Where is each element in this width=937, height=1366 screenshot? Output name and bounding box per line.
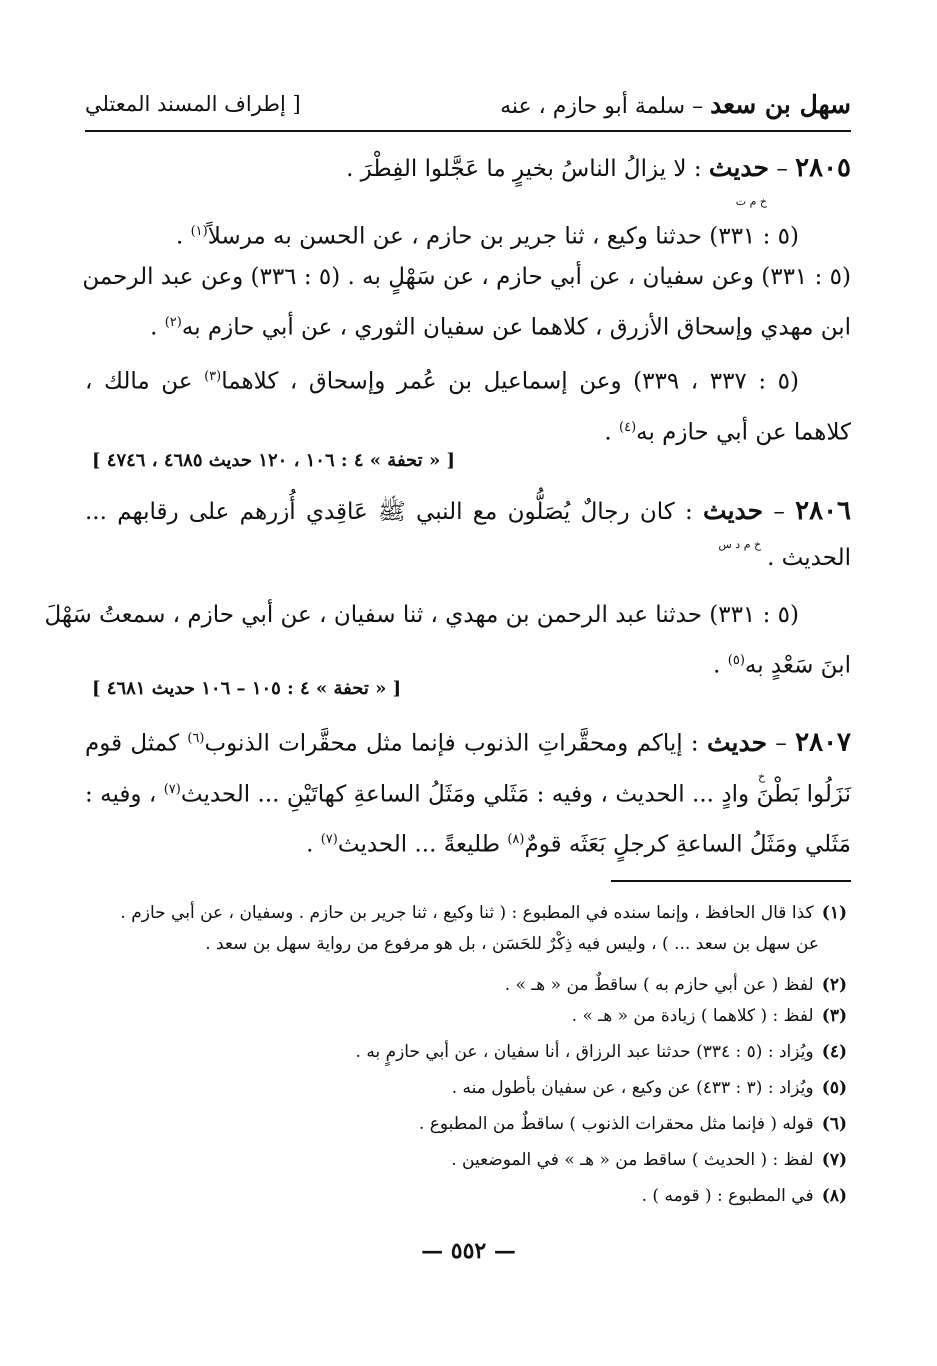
footnote-5: (٥) ويُزاد : (٣ : ٤٣٣) عن وكيع ، عن سفيان بأطول منه . (451, 1078, 847, 1098)
tuhfa-reference: [ « تحفة » ٤ : ١٠٥ – ١٠٦ حديث ٤٦٨١ ] (92, 678, 402, 699)
chapter-heading (500, 90, 851, 119)
hadith-2805-isnad-2: (٥ : ٣٣١) وعن سفيان ، عن أبي حازم ، عن سَهْلٍ به . (٥ : ٣٣٦) وعن عبد الرحمن ابن مهدي وإسحاق الأزرق ، كلاهما عن سفيان الثوري ، عن أبي حازم به$^{(٢)}$ . (82, 264, 851, 341)
footnote-6: (٦) قوله ( فإنما مثل محقرات الذنوب ) ساقطٌ من المطبوع . (418, 1114, 847, 1134)
source-sigla: خ م د س (718, 538, 762, 551)
chapter-name: سهل بن سعد (710, 90, 851, 119)
hadith-label: حديث خ م د س (703, 496, 763, 525)
footnote-2: (٢) لفظ ( عن أبي حازم به ) ساقطٌ من « هـ » . (504, 975, 847, 995)
page-number: — ٥٥٢ — (421, 1238, 516, 1264)
hadith-label: حديث خ (707, 728, 767, 757)
footnote-ref: (٨) (507, 832, 525, 848)
hadith-text: : كان رجالٌ يُصَلُّون مع النبي ﷺ عَاقِدي أُزرهم على رقابهم ... (85, 499, 704, 525)
footnote-separator (611, 880, 851, 882)
footnote-ref: (٥) (727, 653, 745, 668)
running-header (85, 86, 851, 132)
footnote-ref: (١) (190, 224, 208, 239)
footnote-1: (١) كذا قال الحافظ ، وإنما سنده في المطبوع : ( ثنا وكيع ، ثنا جرير بن حازم . وسفيان ، عن أبي حازم . (120, 903, 847, 923)
footnote-ref: (٢) (164, 315, 182, 330)
footnote-3: (٣) لفظ : ( كلاهما ) زيادة من « هـ » . (571, 1006, 847, 1026)
hadith-number: ٢٨٠٦ (795, 496, 851, 526)
footnote-ref: (٦) (187, 731, 205, 746)
hadith-2805-heading: ٢٨٠٥ – حديث خ م ت : لا يزالُ الناسُ بخيرٍ ما عَجَّلوا الفِطْرَ . (85, 145, 851, 192)
footnote-4: (٤) ويُزاد : (٥ : ٣٣٤) حدثنا عبد الرزاق ، أنا سفيان ، عن أبي حازمٍ به . (355, 1042, 847, 1062)
chapter-subtitle: – سلمة أبو حازم ، عنه (500, 94, 711, 119)
hadith-2806-isnad: (٥ : ٣٣١) حدثنا عبد الرحمن بن مهدي ، ثنا سفيان ، عن أبي حازم ، سمعتُ سَهْلَ ابنَ سَعْدٍ به$^{(٥)}$ . (44, 602, 851, 679)
book-title: [ إطراف المسند المعتلي (85, 92, 301, 116)
footnote-1-continued: عن سهل بن سعد ... ) ، وليس فيه ذِكْرٌ للحَسَن ، بل هو مرفوع من رواية سهل بن سعد . (205, 934, 819, 954)
hadith-2805-isnad-3: (٥ : ٣٣٧ ، ٣٣٩) وعن إسماعيل بن عُمر وإسحاق ، كلاهما$^{(٣)}$ عن مالك ، كلاهما عن أبي حازم به$^{(٤)}$ . (85, 368, 851, 446)
hadith-2807: ٢٨٠٧ – حديث خ : إياكم ومحقَّراتِ الذنوب فإنما مثل محقَّرات الذنوب$^{(٦)}$ كمثل قوم نَزَلُوا بَطْنَ وادٍ ... الحديث ، وفيه : مَثَلي ومَثَلُ الساعةِ كهاتَيْنِ ... الحديث$^{(٧)}$ ، وفيه : مَثَلي ومَثَلُ الساعةِ كرجلٍ بَعَثَه قومٌ$^{(٨)}$ طليعةً ... الحديث$^{(٧)}$ . (85, 727, 852, 858)
footnote-ref: (٣) (204, 369, 222, 384)
hadith-label: حديث خ م ت (709, 153, 769, 182)
hadith-text: : لا يزالُ الناسُ بخيرٍ ما عَجَّلوا الفِطْرَ . (346, 156, 709, 182)
hadith-number: ٢٨٠٥ (795, 153, 851, 183)
source-sigla: خ (757, 769, 766, 783)
tuhfa-reference: [ « تحفة » ٤ : ١٠٦ ، ١٢٠ حديث ٤٦٨٥ ، ٤٧٤٦ ] (92, 450, 455, 471)
hadith-2806-heading: ٢٨٠٦ – حديث خ م د س : كان رجالٌ يُصَلُّون مع النبي ﷺ عَاقِدي أُزرهم على رقابهم ... الحديث . (85, 496, 851, 571)
footnote-ref: (٤) (619, 419, 637, 435)
footnote-ref: (٧) (163, 781, 181, 797)
source-sigla: خ م ت (735, 195, 768, 208)
hadith-number: ٢٨٠٧ (795, 727, 852, 758)
hadith-2805-isnad-1: (٥ : ٣٣١) حدثنا وكيع ، ثنا جرير بن حازم ، عن الحسن به مرسلاً$^{(١)}$ . (175, 223, 799, 250)
footnote-8: (٨) في المطبوع : ( قومه ) . (641, 1186, 847, 1206)
footnote-7: (٧) لفظ : ( الحديث ) ساقط من « هـ » في الموضعين . (451, 1150, 847, 1170)
footnote-ref: (٧) (320, 832, 338, 848)
